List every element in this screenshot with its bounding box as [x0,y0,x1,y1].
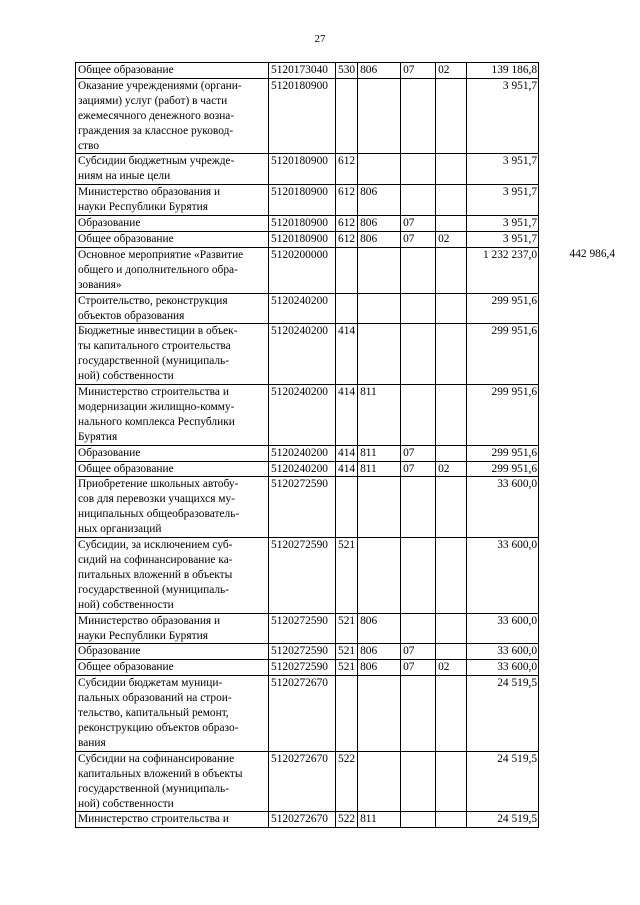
target-article-code: 5120272670 [269,676,336,752]
item-name [76,461,269,477]
table-row [76,812,617,828]
amount: 299 951,6 [467,461,539,477]
expense-type-code: 530 [336,63,358,79]
subsection-code [436,613,467,644]
target-article-code: 5120200000 [269,247,336,293]
subsection-code [436,324,467,385]
expense-type-code: 521 [336,613,358,644]
item-name [76,445,269,461]
table-row [76,293,617,324]
target-article-code: 5120272670 [269,751,336,812]
item-name [76,660,269,676]
item-name-line: государственной (муниципаль- [78,355,230,368]
item-name-line: Субсидии бюджетам муници- [78,677,223,690]
section-code [401,676,436,752]
amount-extra: 442 986,4 [569,248,616,261]
amount: 3 951,7 [467,78,539,154]
item-name-line: тельство, капитальный ремонт, [78,707,229,720]
expense-type-code: 414 [336,445,358,461]
target-article-code: 5120180900 [269,185,336,216]
amount-extra [539,676,617,752]
item-name [76,247,269,293]
target-article-code: 5120180900 [269,78,336,154]
amount: 139 186,8 [467,63,539,79]
item-name-line: капитальных вложений в объекты [78,767,243,780]
target-article-code: 5120180900 [269,231,336,247]
item-name-line: зациями) услуг (работ) в части [78,94,228,107]
section-code [401,812,436,828]
expense-type-code [336,477,358,538]
subsection-code [436,751,467,812]
item-name [76,613,269,644]
item-name-line: ной) собственности [78,598,174,611]
amount-extra [539,812,617,828]
expense-type-code [336,247,358,293]
amount-extra [539,461,617,477]
item-name-line: Министерство образования и [78,614,221,627]
item-name-line: общего и дополнительного обра- [78,263,238,276]
subsection-code: 02 [436,231,467,247]
page-number: 27 [314,33,326,45]
table-row [76,477,617,538]
expense-type-code: 414 [336,324,358,385]
amount: 33 600,0 [467,538,539,614]
section-code [401,78,436,154]
ministry-code [358,751,401,812]
expense-type-code: 521 [336,660,358,676]
table-row [76,185,617,216]
section-code [401,185,436,216]
item-name-line: Общее образование [78,462,174,475]
table-row [76,154,617,185]
subsection-code [436,154,467,185]
item-name [76,154,269,185]
table-row [76,751,617,812]
table-row [76,324,617,385]
item-name-line: Субсидии бюджетным учрежде- [78,155,235,168]
item-name [76,812,269,828]
item-name-line: ежемесячного денежного возна- [78,109,235,122]
table-row [76,63,617,79]
amount: 3 951,7 [467,154,539,185]
ministry-code [358,538,401,614]
item-name-line: Общее образование [78,64,174,76]
amount: 299 951,6 [467,293,539,324]
amount: 24 519,5 [467,676,539,752]
subsection-code [436,477,467,538]
subsection-code [436,385,467,446]
item-name-line: Общее образование [78,232,174,245]
item-name-line: Приобретение школьных автобу- [78,478,239,491]
item-name [76,216,269,232]
amount-extra [539,477,617,538]
table-row [76,78,617,154]
amount-extra [539,445,617,461]
table-row [76,231,617,247]
table-row [76,676,617,752]
budget-table [75,62,617,828]
amount: 33 600,0 [467,660,539,676]
ministry-code: 806 [358,231,401,247]
expense-type-code [336,676,358,752]
amount: 299 951,6 [467,324,539,385]
item-name-line: Строительство, реконструкция [78,294,228,307]
section-code: 07 [401,644,436,660]
item-name [76,538,269,614]
table-row [76,613,617,644]
expense-type-code: 521 [336,644,358,660]
item-name [76,324,269,385]
item-name-line: ной) собственности [78,370,174,383]
section-code [401,477,436,538]
amount-extra [539,644,617,660]
amount: 299 951,6 [467,385,539,446]
amount-extra [539,185,617,216]
section-code [401,385,436,446]
subsection-code [436,644,467,660]
item-name-line: Общее образование [78,661,174,674]
item-name-line: науки Республики Бурятия [78,201,208,214]
table-row [76,660,617,676]
subsection-code [436,445,467,461]
item-name-line: ниципальных общеобразователь- [78,508,240,521]
item-name-line: Бюджетные инвестиции в объек- [78,325,238,338]
ministry-code: 811 [358,445,401,461]
target-article-code: 5120240200 [269,385,336,446]
item-name [76,185,269,216]
item-name-line: науки Республики Бурятия [78,629,208,642]
subsection-code: 02 [436,63,467,79]
item-name-line: Субсидии на софинансирование [78,752,235,765]
table-row [76,385,617,446]
ministry-code [358,154,401,185]
amount-extra [539,154,617,185]
target-article-code: 5120173040 [269,63,336,79]
ministry-code: 806 [358,644,401,660]
amount-extra [539,216,617,232]
amount: 33 600,0 [467,477,539,538]
item-name-line: Образование [78,645,141,658]
item-name-line: Образование [78,217,141,230]
section-code [401,751,436,812]
section-code: 07 [401,216,436,232]
item-name [76,676,269,752]
item-name [76,477,269,538]
table-row [76,247,617,293]
ministry-code: 811 [358,385,401,446]
section-code: 07 [401,63,436,79]
item-name-line: Основное мероприятие «Развитие [78,248,244,261]
amount: 24 519,5 [467,812,539,828]
target-article-code: 5120240200 [269,293,336,324]
section-code: 07 [401,660,436,676]
target-article-code: 5120272590 [269,644,336,660]
item-name-line: сидий на софинансирование ка- [78,554,233,566]
table-body [76,63,617,828]
item-name [76,644,269,660]
item-name-line: государственной (муниципаль- [78,583,230,596]
target-article-code: 5120272590 [269,613,336,644]
expense-type-code [336,78,358,154]
item-name [76,293,269,324]
ministry-code: 806 [358,185,401,216]
item-name-line: ство [78,139,100,152]
expense-type-code: 612 [336,154,358,185]
item-name-line: питальных вложений в объекты [78,568,233,581]
item-name-line: граждения за классное руковод- [78,124,234,137]
section-code [401,613,436,644]
target-article-code: 5120240200 [269,445,336,461]
ministry-code [358,676,401,752]
ministry-code: 806 [358,216,401,232]
amount-extra [539,63,617,79]
item-name-line: Оказание учреждениями (органи- [78,79,242,92]
item-name [76,751,269,812]
table-row [76,445,617,461]
table-row [76,644,617,660]
target-article-code: 5120272670 [269,812,336,828]
ministry-code: 806 [358,660,401,676]
subsection-code [436,216,467,232]
ministry-code: 811 [358,812,401,828]
expense-type-code: 522 [336,751,358,812]
target-article-code: 5120272590 [269,538,336,614]
item-name-line: ниям на иные цели [78,170,171,183]
ministry-code: 806 [358,613,401,644]
subsection-code [436,293,467,324]
subsection-code [436,676,467,752]
item-name-line: Бурятия [78,430,118,443]
target-article-code: 5120180900 [269,216,336,232]
target-article-code: 5120240200 [269,324,336,385]
amount: 3 951,7 [467,216,539,232]
expense-type-code: 612 [336,231,358,247]
ministry-code [358,247,401,293]
amount: 33 600,0 [467,613,539,644]
item-name-line: Образование [78,446,141,459]
section-code [401,293,436,324]
section-code [401,324,436,385]
item-name [76,385,269,446]
ministry-code: 811 [358,461,401,477]
section-code [401,538,436,614]
target-article-code: 5120240200 [269,461,336,477]
amount-extra [539,324,617,385]
ministry-code [358,477,401,538]
amount-extra [539,538,617,614]
section-code: 07 [401,231,436,247]
amount: 33 600,0 [467,644,539,660]
item-name [76,63,269,79]
ministry-code [358,293,401,324]
target-article-code: 5120180900 [269,154,336,185]
expense-type-code: 414 [336,461,358,477]
item-name-line: реконструкцию объектов образо- [78,721,239,734]
subsection-code [436,812,467,828]
item-name-line: Министерство строительства и [78,386,229,399]
item-name-line: объектов образования [78,309,185,322]
item-name-line: ты капитального строительства [78,340,231,353]
ministry-code [358,324,401,385]
subsection-code [436,185,467,216]
expense-type-code: 521 [336,538,358,614]
amount-extra [539,660,617,676]
table-row [76,216,617,232]
item-name-line: модернизации жилищно-комму- [78,400,235,413]
amount: 3 951,7 [467,185,539,216]
expense-type-code: 414 [336,385,358,446]
target-article-code: 5120272590 [269,660,336,676]
expense-type-code: 522 [336,812,358,828]
ministry-code [358,78,401,154]
amount-extra [539,78,617,154]
item-name-line: нального комплекса Республики [78,415,235,428]
item-name-line: вания [78,736,106,749]
subsection-code [436,78,467,154]
item-name-line: ных организаций [78,523,162,536]
section-code [401,247,436,293]
section-code: 07 [401,445,436,461]
expense-type-code [336,293,358,324]
item-name-line: сов для перевозки учащихся му- [78,493,235,506]
table-row [76,538,617,614]
target-article-code: 5120272590 [269,477,336,538]
amount-extra [539,613,617,644]
section-code: 07 [401,461,436,477]
amount: 24 519,5 [467,751,539,812]
item-name-line: ной) собственности [78,797,174,810]
item-name-line: Министерство строительства и [78,813,229,826]
item-name-line: Министерство образования и [78,186,221,199]
section-code [401,154,436,185]
item-name-line: государственной (муниципаль- [78,782,230,795]
item-name-line: зования» [78,278,122,291]
expense-type-code: 612 [336,185,358,216]
table-row [76,461,617,477]
ministry-code: 806 [358,63,401,79]
subsection-code [436,538,467,614]
amount-extra [539,385,617,446]
amount-extra [539,751,617,812]
subsection-code: 02 [436,461,467,477]
amount: 1 232 237,0 [467,247,539,293]
amount-extra [539,231,617,247]
item-name [76,231,269,247]
subsection-code: 02 [436,660,467,676]
amount: 299 951,6 [467,445,539,461]
item-name-line: Субсидии, за исключением суб- [78,539,233,552]
subsection-code [436,247,467,293]
amount: 3 951,7 [467,231,539,247]
item-name [76,78,269,154]
item-name-line: пальных образований на строи- [78,692,232,705]
amount-extra [539,293,617,324]
expense-type-code: 612 [336,216,358,232]
